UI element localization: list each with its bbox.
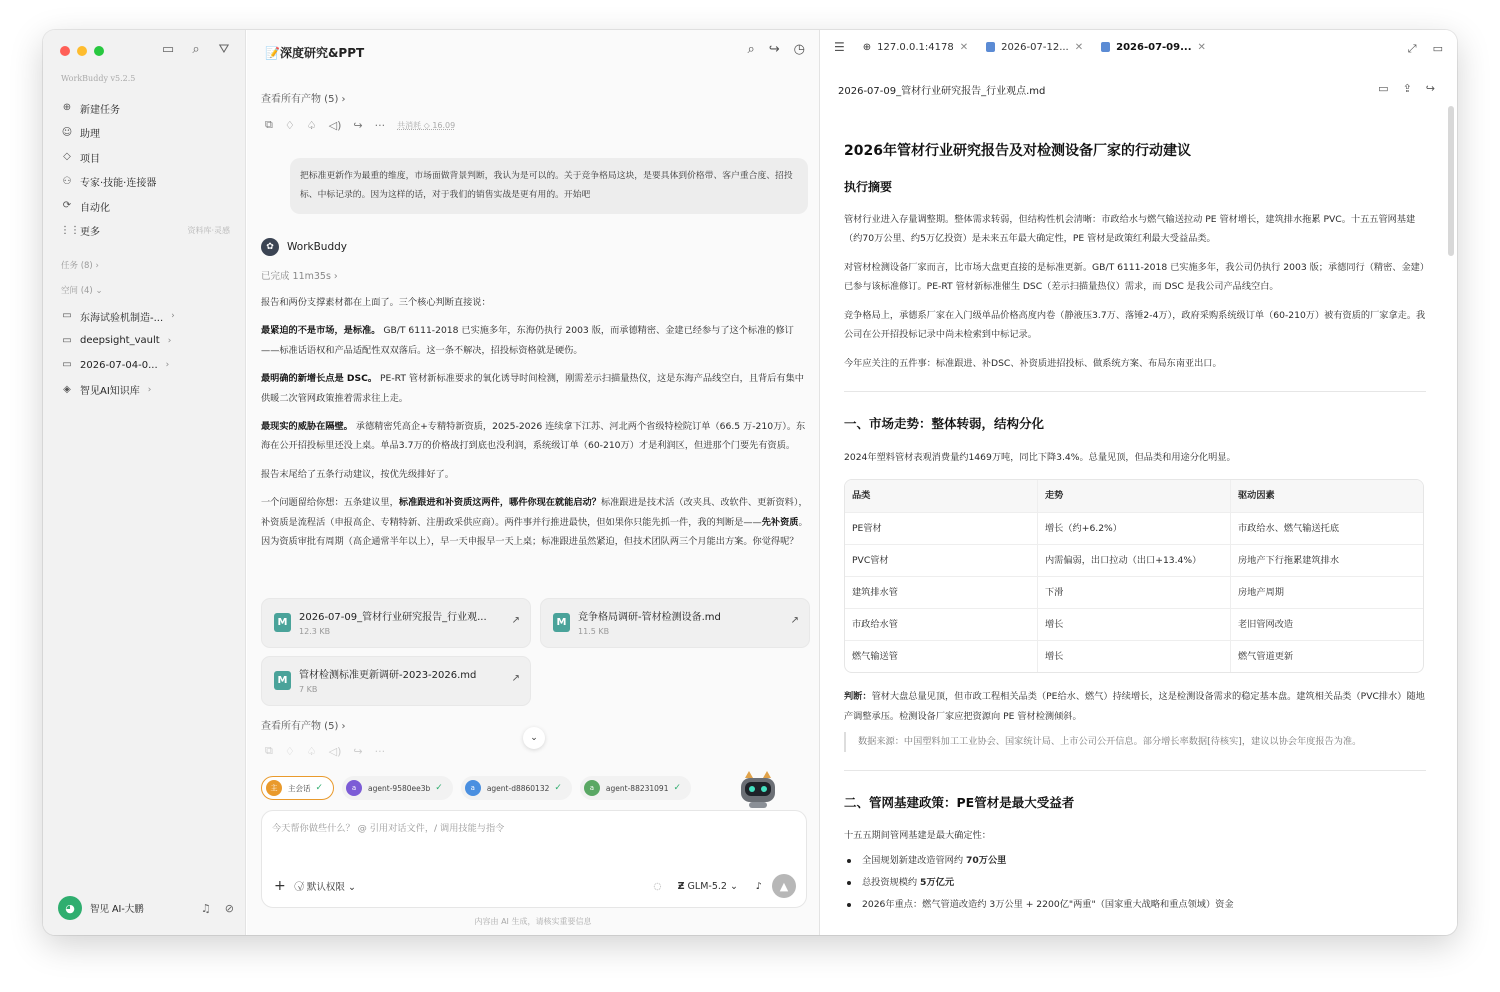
nav-label: 更多 <box>80 227 100 239</box>
nav-project[interactable] <box>60 145 230 170</box>
bell-icon[interactable]: ♫ <box>200 901 211 915</box>
chevron-right-icon: › <box>167 335 172 346</box>
agent-badge: a <box>346 780 362 796</box>
summary-paragraph: 对管材检测设备厂家而言，比市场大盘更直接的是标准更新。GB/T 6111-2018 已实施多年，我公司仍执行 2003 版；承德同行（精密、金建）已参与该标准修订。PE-RT 管材新标准催生 DSC（差示扫描量热仪）需求，而 DSC 是我公司产品线空白。 <box>844 261 1425 292</box>
plus-circle-icon: ⊕ <box>62 102 72 114</box>
chevron-right-icon: › <box>95 261 99 271</box>
agent-pill[interactable] <box>342 776 453 800</box>
table-row <box>845 512 1423 544</box>
file-icon <box>986 42 995 52</box>
speaker-icon[interactable]: ◁) <box>328 744 342 758</box>
automation-icon: ⟳ <box>62 200 72 212</box>
nav-hint: 资料库·灵感 <box>187 226 230 236</box>
sidebar-nav <box>60 96 230 243</box>
share-icon[interactable]: ↪ <box>353 118 363 132</box>
document-actions <box>1378 82 1435 95</box>
chat-toolbar <box>747 42 805 57</box>
table-row <box>845 640 1423 672</box>
agent-message <box>261 293 809 560</box>
view-all-artifacts-link[interactable]: 查看所有产物 (5) › <box>261 721 346 732</box>
file-card[interactable] <box>261 656 531 706</box>
settings-icon[interactable]: ⊘ <box>224 901 234 915</box>
summary-heading: 执行摘要 <box>844 180 893 194</box>
tab-localhost[interactable] <box>863 42 968 53</box>
search-icon[interactable]: ⌕ <box>747 42 755 57</box>
chevron-right-icon: › <box>171 311 175 322</box>
share-icon[interactable]: ↪ <box>1425 82 1435 95</box>
nav-label: 助理 <box>80 129 100 141</box>
check-icon: ✓ <box>554 783 562 793</box>
tab-label: 127.0.0.1:4178 <box>877 41 954 53</box>
section-heading: 二、管网基建政策：PE管材是最大受益者 <box>844 794 1075 810</box>
nav-label: 自动化 <box>80 202 110 214</box>
judgement-lead: 判断： <box>844 691 872 702</box>
table-cell: 内需偏弱，出口拉动（出口+13.4%） <box>1038 545 1231 577</box>
copy-icon[interactable]: ⧉ <box>265 118 273 131</box>
markdown-file-icon: M <box>274 613 291 632</box>
close-window-button[interactable] <box>60 46 70 56</box>
list-text: 2026年重点：燃气管道改造约 3万公里 + 2200亿"两重"（国家重大战略和重点领域）资金 <box>862 898 1234 910</box>
list-item <box>844 872 1426 894</box>
agent-name: WorkBuddy <box>287 241 347 253</box>
judgement-text: 管材大盘总量见顶，但市政工程相关品类（PE给水、燃气）持续增长，这是检测设备需求的稳定基本盘。建筑相关品类（PVC排水）随地产调整承压。检测设备厂家应把资源向 PE 管材检测倾斜。 <box>844 691 1425 722</box>
agent-badge: a <box>465 780 481 796</box>
scroll-down-button[interactable] <box>523 727 545 749</box>
knowledge-icon: ◈ <box>63 383 71 395</box>
list-item <box>844 894 1426 916</box>
list-text: 总投资规模约 <box>862 876 921 888</box>
section-heading: 一、市场走势：整体转弱，结构分化 <box>844 416 1045 431</box>
table-row <box>845 544 1423 576</box>
document-scrollbar[interactable] <box>1448 106 1454 256</box>
task-status[interactable]: 已完成 11m35s › <box>261 271 338 282</box>
open-external-icon: ↗ <box>511 673 520 684</box>
table-cell: 增长（约+6.2%） <box>1038 513 1231 545</box>
summary-paragraph: 竞争格局上，承德系厂家在入门级单品价格高度内卷（静液压3.7万、落锤2-4万），政府采购系统级订单（60-210万）被有资质的厂家拿走。我公司在公开招投标记录中尚未检索到中标记录。 <box>844 309 1426 340</box>
space-label: 2026-07-04-0... <box>80 359 158 371</box>
paragraph-lead: 最明确的新增长点是 DSC。 <box>261 373 378 385</box>
avatar: ◕ <box>58 896 82 920</box>
paragraph-lead: 最紧迫的不是市场，是标准。 <box>261 325 381 337</box>
list-item <box>844 850 1426 872</box>
menu-icon[interactable]: ☰ <box>834 40 845 54</box>
robot-mascot-icon <box>735 768 781 810</box>
divider <box>844 770 1426 771</box>
folder-icon[interactable]: ▭ <box>1378 82 1389 95</box>
paragraph-text: GB/T 6111-2018 已实施多年，东海仍执行 2003 版，而承德精密、金建已经参与了这个标准的修订——标准话语权和产品适配性双双落后。这一条不解决，招投标资格就是硬伤。 <box>261 325 794 356</box>
policy-list <box>844 850 1426 916</box>
folder-icon: ▭ <box>62 334 72 346</box>
table-cell: PE管材 <box>845 513 1038 545</box>
nav-label: 新建任务 <box>80 104 120 116</box>
file-name: 竞争格局调研-管材检测设备.md <box>578 612 721 623</box>
open-external-icon: ↗ <box>511 615 520 626</box>
markdown-file-icon: M <box>274 671 291 690</box>
agent-badge: a <box>584 780 600 796</box>
shield-check-icon: ✓⃝ <box>297 882 304 893</box>
table-cell: 驱动因素 <box>1238 490 1275 501</box>
user-message: 把标准更新作为最重的维度，市场面做背景判断，我认为是可以的。关于竞争格局这块，是要具体到价格带、客户重合度、招投标、中标记录的。因为这样的话，对于我们的销售实战是更有用的。开始吧 <box>290 158 808 214</box>
search-icon[interactable]: ⌕ <box>192 42 200 57</box>
space-item[interactable] <box>60 329 230 354</box>
view-all-artifacts-link[interactable]: 查看所有产物 (5) › <box>261 94 346 105</box>
nav-assistant[interactable] <box>60 121 230 146</box>
spaces-list <box>60 304 230 402</box>
table-cell: 房地产下行拖累建筑排水 <box>1238 554 1340 566</box>
section-paragraph: 十五五期间管网基建是最大确定性： <box>844 830 991 841</box>
user-actions <box>201 902 234 915</box>
file-icon <box>1101 42 1110 52</box>
close-tab-icon[interactable]: ✕ <box>1197 41 1206 53</box>
file-name: 管材检测标准更新调研-2023-2026.md <box>299 670 477 681</box>
chevron-down-icon: ⌄ <box>530 733 538 743</box>
table-cell: 老旧管网改造 <box>1238 618 1294 630</box>
table-cell: 市政给水、燃气输送托底 <box>1238 522 1340 534</box>
tab-label: 2026-07-09... <box>1116 41 1192 53</box>
microphone-icon[interactable]: ♪ <box>755 880 762 892</box>
check-icon: ✓ <box>315 783 324 793</box>
window-controls <box>60 46 104 56</box>
agent-pill[interactable] <box>461 776 572 800</box>
more-icon[interactable]: ··· <box>374 118 386 132</box>
tab-file-active[interactable] <box>1101 42 1206 53</box>
table-cell: 品类 <box>845 480 1038 512</box>
table-row <box>845 480 1423 512</box>
folder-icon: ▭ <box>62 310 72 322</box>
paragraph-text: 承德精密凭高企+专精特新资质，2025-2026 连续拿下江苏、河北两个省级特检院订单（66.5 万-210万）。东海在公开招投标里还没上桌。单品3.7万的价格战打到底也没利润，系统级订单（60-210万）才是利润区，但进那个门要先有资质。 <box>261 421 806 452</box>
model-logo-icon: Ƶ <box>677 880 685 892</box>
user-profile[interactable] <box>58 896 234 920</box>
table-row <box>845 608 1423 640</box>
paragraph-lead: 最现实的威胁在隔壁。 <box>261 421 353 433</box>
message-actions-faded <box>265 744 385 758</box>
thumbs-up-icon[interactable]: ♢ <box>284 744 295 758</box>
list-bold: 5万亿元 <box>920 876 955 888</box>
agent-paragraph <box>261 369 809 408</box>
send-button[interactable] <box>772 874 796 898</box>
agent-switcher <box>261 776 691 800</box>
nav-experts[interactable] <box>60 170 230 195</box>
tasks-section-toggle[interactable] <box>61 259 99 271</box>
tab-label: 2026-07-12... <box>1001 41 1069 53</box>
space-item[interactable] <box>60 378 230 403</box>
agent-paragraph <box>261 417 809 456</box>
market-table <box>844 479 1424 673</box>
thumbs-down-icon[interactable]: ♤ <box>306 744 317 758</box>
markdown-file-icon: M <box>553 613 570 632</box>
agent-paragraph: 报告末尾给了五条行动建议，按优先级排好了。 <box>261 468 454 480</box>
share-icon[interactable]: ↪ <box>768 42 780 57</box>
divider <box>844 391 1426 392</box>
chat-input-box[interactable] <box>261 810 807 908</box>
document-filename: 2026-07-09_管材行业研究报告_行业观点.md <box>838 86 1046 97</box>
loading-spinner-icon: ◌ <box>653 880 662 892</box>
agent-paragraph <box>261 321 809 360</box>
space-label: 东海试验机制造-... <box>80 312 164 324</box>
space-item[interactable] <box>60 353 230 378</box>
nav-label: 专家·技能·连接器 <box>80 178 157 190</box>
space-item[interactable] <box>60 304 230 329</box>
permission-label: 默认权限 <box>306 882 345 893</box>
chat-input[interactable]: 今天帮你做些什么？ @ 引用对话文件，/ 调用技能与指令 <box>272 823 505 834</box>
source-note: 数据来源：中国塑料加工工业协会、国家统计局、上市公司公开信息。部分增长率数据[待核实]，建议以协会年度报告为准。 <box>844 732 1426 752</box>
table-cell: 燃气管道更新 <box>1238 650 1294 662</box>
permission-selector[interactable]: ✓⃝ 默认权限 ⌄ <box>297 882 356 893</box>
nav-label: 项目 <box>80 153 100 165</box>
list-text: 全国规划新建改造管网约 <box>862 854 966 866</box>
more-icon: ⋮⋮ <box>60 224 80 236</box>
spaces-section-toggle[interactable] <box>61 284 103 296</box>
upload-icon[interactable]: ⇪ <box>1402 82 1412 95</box>
summary-paragraph: 管材行业进入存量调整期。整体需求转弱，但结构性机会清晰：市政给水与燃气输送拉动 PE 管材增长，建筑排水拖累 PVC。十五五管网基建（约70万公里、约5万亿投资）是未来五年最大确定性，PE 管材是政策红利最大受益品类。 <box>844 213 1416 244</box>
app-version: WorkBuddy v5.2.5 <box>61 74 136 83</box>
plus-icon[interactable]: + <box>274 878 286 894</box>
judgement-paragraph <box>844 687 1426 726</box>
tasks-label: 任务 (8) <box>61 261 93 271</box>
agent-label: 主会话 <box>288 783 311 793</box>
speaker-icon[interactable]: ◁) <box>328 118 342 132</box>
agent-pill-main[interactable] <box>261 776 334 800</box>
table-cell: PVC管材 <box>845 545 1038 577</box>
chevron-right-icon: › <box>147 384 152 395</box>
thumbs-up-icon[interactable]: ♢ <box>284 118 295 132</box>
table-cell: 建筑排水管 <box>845 577 1038 609</box>
nav-automation[interactable] <box>60 194 230 219</box>
folder-icon: ▭ <box>62 359 72 371</box>
spaces-label: 空间 (4) <box>61 286 93 296</box>
toggle-sidebar-icon[interactable]: ▭ <box>161 42 175 57</box>
table-cell: 增长 <box>1038 609 1231 641</box>
token-cost: 共消耗 ◇ 16.09 <box>397 120 456 130</box>
doc-title: 2026年管材行业研究报告及对检测设备厂家的行动建议 <box>844 143 1191 159</box>
link-label: 查看所有产物 (5) <box>261 721 339 732</box>
chevron-down-icon: ⌄ <box>95 286 103 296</box>
send-arrow-icon: ▲ <box>779 879 789 893</box>
file-size: 11.5 KB <box>578 627 610 636</box>
close-tab-icon[interactable]: ✕ <box>959 41 969 53</box>
chat-title: 📝深度研究&PPT <box>265 46 365 60</box>
document-panel <box>819 30 1457 935</box>
file-card[interactable] <box>540 598 810 648</box>
more-icon[interactable]: ··· <box>374 744 386 758</box>
tab-file[interactable] <box>986 42 1083 53</box>
app-window <box>43 30 1457 935</box>
file-name: 2026-07-09_管材行业研究报告_行业观... <box>299 612 487 623</box>
check-icon: ✓ <box>435 783 443 793</box>
section-paragraph: 2024年塑料管材表观消费量约1469万吨，同比下降3.4%。总量见顶，但品类和用途分化明显。 <box>844 451 1236 463</box>
file-size: 12.3 KB <box>299 627 331 636</box>
sidebar-toolbar <box>160 42 232 57</box>
agent-header <box>261 238 347 256</box>
agent-pill[interactable] <box>580 776 691 800</box>
check-icon: ✓ <box>673 783 682 793</box>
space-label: 智见AI知识库 <box>80 386 140 398</box>
thumbs-down-icon[interactable]: ♤ <box>306 118 317 132</box>
table-cell: 增长 <box>1038 641 1231 673</box>
agent-label: agent-9580ee3b <box>368 783 431 793</box>
status-text: 已完成 11m35s <box>261 271 331 282</box>
tab-bar <box>834 40 1206 54</box>
nav-more[interactable] <box>60 219 230 244</box>
chevron-right-icon: › <box>165 360 170 371</box>
globe-icon: ⊕ <box>862 41 872 53</box>
summary-paragraph: 今年应关注的五件事：标准跟进、补DSC、补资质进招投标、做系统方案、布局东南亚出口。 <box>844 357 1222 369</box>
maximize-window-button[interactable] <box>94 46 104 56</box>
table-cell: 市政给水管 <box>845 609 1038 641</box>
panel-controls <box>1408 42 1443 56</box>
share-icon[interactable]: ↪ <box>353 744 363 758</box>
sidebar <box>43 30 246 935</box>
model-label: GLM-5.2 <box>687 880 727 892</box>
agent-badge: 主 <box>266 780 282 796</box>
chat-panel <box>247 30 819 935</box>
agent-paragraph: 一个问题留给你想：五条建议里，标准跟进和补资质这两件，哪件你现在就能启动？标准跟进是技术活（改夹具、改软件、更新资料），补资质是流程活（申报高企、专精特新、注册政采供应商）。两件事并行推进最快，但如果你只能先抓一件，我的判断是——先补资质。因为资质审批有周期（高企通常半年以上），早一天申报早一天上桌；标准跟进虽然紧迫，但技术团队两三个月能出方案。你觉得呢？ <box>261 497 808 548</box>
paragraph-text: PE-RT 管材新标准要求的氧化诱导时间检测，刚需差示扫描量热仪，这是东海产品线空白，且背后有集中供暖二次管网政策推着需求往上走。 <box>261 373 804 404</box>
nav-new-task[interactable] <box>60 96 230 121</box>
link-label: 查看所有产物 (5) <box>261 94 339 105</box>
ai-disclaimer: 内容由 AI 生成，请核实重要信息 <box>474 917 592 926</box>
space-label: deepsight_vault <box>80 335 160 347</box>
table-cell: 走势 <box>1038 480 1231 512</box>
markdown-document <box>844 138 1426 916</box>
workbuddy-logo-icon: ✿ <box>261 238 279 256</box>
agent-label: agent-d8860132 <box>486 783 550 793</box>
table-row <box>845 576 1423 608</box>
table-cell: 燃气输送管 <box>845 641 1038 673</box>
copy-icon[interactable]: ⧉ <box>265 744 273 757</box>
user-name: 智见 AI-大鹏 <box>90 904 144 915</box>
file-card[interactable] <box>261 598 531 648</box>
table-cell: 下滑 <box>1038 577 1231 609</box>
message-actions <box>265 118 455 132</box>
filter-icon[interactable]: ⛛ <box>218 42 230 57</box>
list-bold: 70万公里 <box>965 854 1007 866</box>
expand-icon[interactable]: ⤢ <box>1407 42 1417 55</box>
history-icon[interactable]: ◷ <box>793 42 805 57</box>
agent-label: agent-88231091 <box>605 783 669 793</box>
minimize-window-button[interactable] <box>77 46 87 56</box>
file-size: 7 KB <box>299 685 318 694</box>
close-tab-icon[interactable]: ✕ <box>1074 41 1084 53</box>
helper-icon: ☺ <box>61 126 73 138</box>
agent-paragraph: 报告和两份支撑素材都在上面了。三个核心判断直接说： <box>261 297 491 308</box>
model-selector[interactable]: Ƶ GLM-5.2 ⌄ <box>677 880 738 892</box>
table-cell: 房地产周期 <box>1238 586 1284 598</box>
input-toolbar <box>274 875 796 897</box>
split-view-icon[interactable]: ▭ <box>1432 42 1443 55</box>
project-icon: ◇ <box>63 151 71 163</box>
expert-icon: ⚇ <box>62 175 72 187</box>
open-external-icon: ↗ <box>790 615 799 626</box>
